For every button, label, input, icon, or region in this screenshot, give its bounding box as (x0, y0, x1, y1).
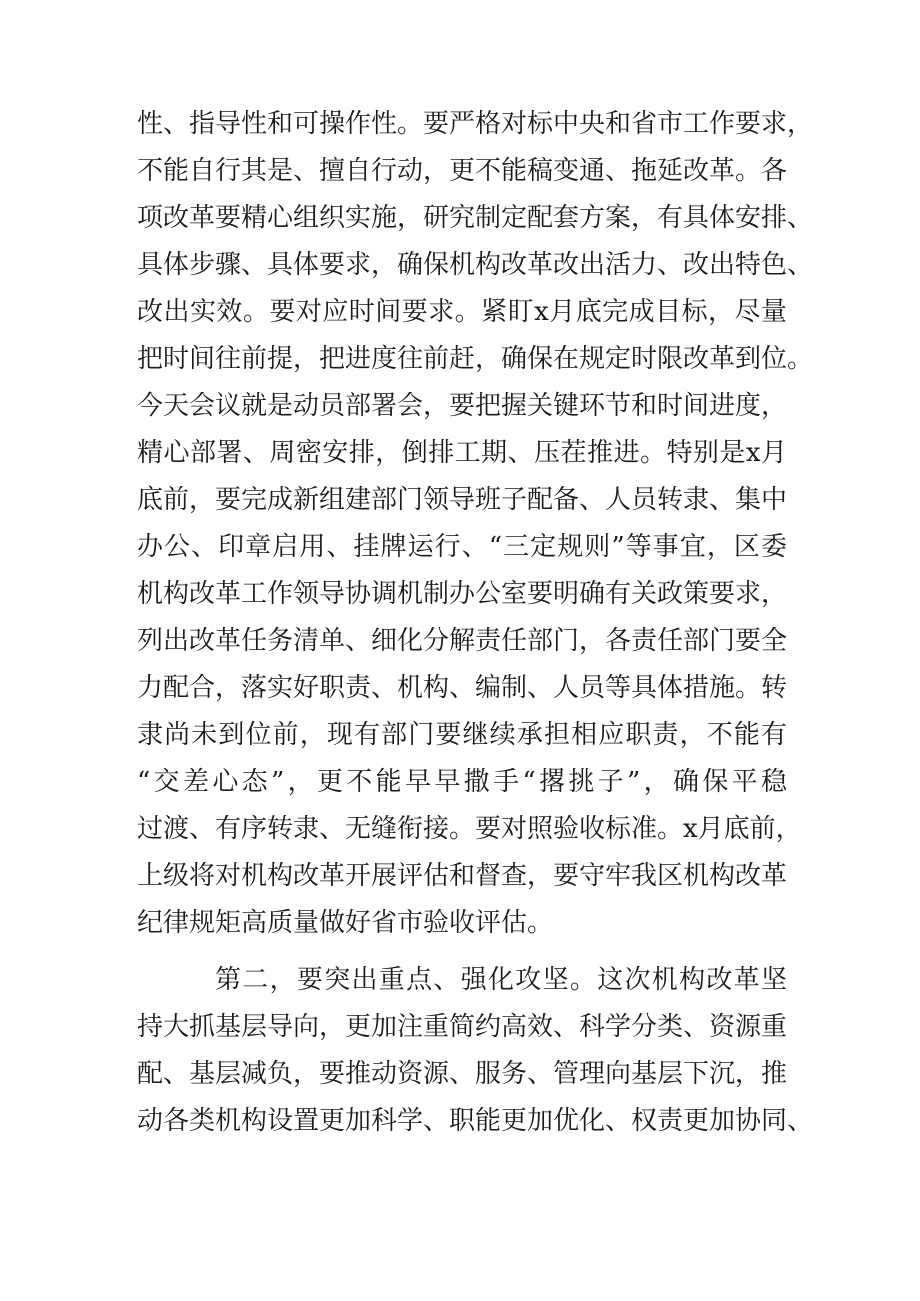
text-line: 隶尚未到位前，现有部门要继续承担相应职责，不能有 (137, 720, 787, 750)
text-line: 过渡、有序转隶、无缝衔接。要对照验收标准。x月底前， (137, 814, 802, 844)
text-line: 项改革要精心组织实施，研究制定配套方案，有具体安排、 (137, 203, 814, 233)
text-line: 办公、印章启用、挂牌运行、“三定规则”等事宜，区委 (137, 532, 787, 562)
text-line: “交差心态”，更不能早早撒手“撂挑子”，确保平稳 (137, 767, 787, 797)
text-line: 列出改革任务清单、细化分解责任部门，各责任部门要全 (137, 626, 788, 656)
text-line: 把时间往前提，把进度往前赶，确保在规定时限改革到位。 (137, 344, 814, 374)
text-line: 持大抓基层导向，更加注重简约高效、科学分类、资源重 (137, 1012, 788, 1042)
body-paragraph (137, 101, 814, 947)
text-line: 第二，要突出重点、强化攻坚。这次机构改革坚 (215, 965, 787, 995)
text-line: 不能自行其是、擅自行动，更不能稿变通、拖延改革。各 (137, 156, 788, 186)
text-line: 上级将对机构改革开展评估和督查，要守牢我区机构改革 (137, 861, 788, 891)
text-line: 机构改革工作领导协调机制办公室要明确有关政策要求， (137, 579, 788, 609)
text-line: 底前，要完成新组建部门领导班子配备、人员转隶、集中 (137, 485, 788, 515)
text-line: 力配合，落实好职责、机构、编制、人员等具体措施。转 (137, 673, 788, 703)
text-line: 精心部署、周密安排，倒排工期、压茬推进。特别是x月 (137, 438, 787, 468)
text-line: 配、基层减负，要推动资源、服务、管理向基层下沉，推 (137, 1059, 788, 1089)
text-line: 性、指导性和可操作性。要严格对标中央和省市工作要求， (137, 109, 814, 139)
text-line: 动各类机构设置更加科学、职能更加优化、权责更加协同、 (137, 1106, 814, 1136)
text-line: 纪律规矩高质量做好省市验收评估。 (137, 908, 554, 938)
text-line: 今天会议就是动员部署会，要把握关键环节和时间进度， (137, 391, 788, 421)
text-line: 改出实效。要对应时间要求。紧盯x月底完成目标，尽量 (137, 297, 787, 327)
text-line: 具体步骤、具体要求，确保机构改革改出活力、改出特色、 (137, 250, 814, 280)
body-paragraph (137, 957, 814, 1145)
